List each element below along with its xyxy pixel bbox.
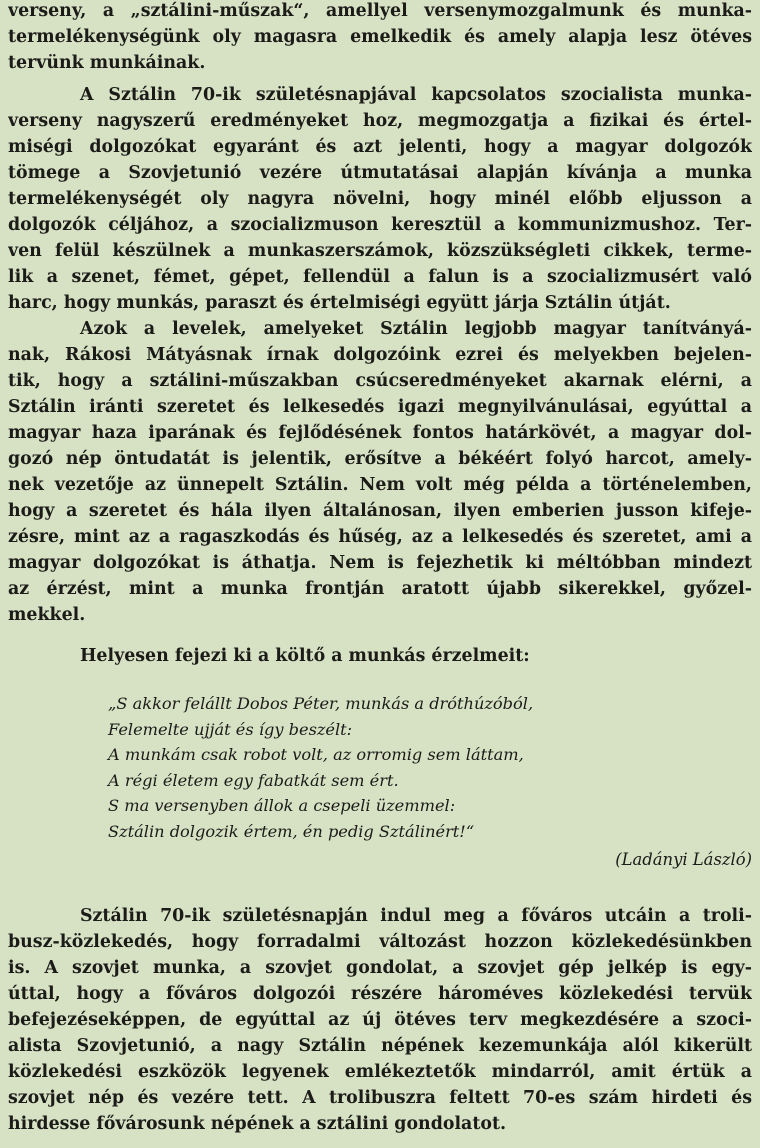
text-line: gozó nép öntudatát is jelentik, erősítve a békéért folyó harcot, amely- [8,449,752,469]
text-line: magyar dolgozókat is áthatja. Nem is fejezhetik ki méltóbban mindezt [8,553,752,573]
text-line: zésre, mint az a ragaszkodás és hűség, az a lelkesedés és szeretet, ami a [8,527,752,547]
text-line: úttal, hogy a főváros dolgozói részére hároméves közlekedési tervük [8,984,752,1004]
text-line: ven felül készülnek a munkaszerszámok, közszükségleti cikkek, terme- [8,241,752,261]
poem-quote [108,691,728,845]
text-line: Sztálin iránti szeretet és lelkesedés igazi megnyilvánulásai, egyúttal a [8,397,752,417]
text-line: Sztálin 70-ik születésnapján indul meg a főváros utcáin a troli- [80,906,752,926]
text-line: verseny, a „sztálini-műszak“, amellyel versenymozgalmunk és munka- [8,1,752,21]
poem-line: „S akkor felállt Dobos Péter, munkás a dróthúzóból, [108,694,534,713]
text-line: termelékenységét oly nagyra növelni, hogy minél előbb eljusson a [8,189,752,209]
text-line: mekkel. [8,605,86,625]
text-line: tik, hogy a sztálini-műszakban csúcseredményeket akarnak elérni, a [8,371,752,391]
text-line: nak, Rákosi Mátyásnak írnak dolgozóink ezrei és melyekben bejelen- [8,345,752,365]
text-line: hirdesse fővárosunk népének a sztálini gondolatot. [8,1114,507,1134]
text-line: alista Szovjetunió, a nagy Sztálin népének kezemunkája alól kikerült [8,1036,752,1056]
text-line: verseny nagyszerű eredményeket hoz, megmozgatja a fizikai és értel- [8,111,752,131]
text-line: tervünk munkáinak. [8,53,206,73]
text-line: közlekedési eszközök legyenek emlékeztetők mindarról, amit értük a [8,1062,752,1082]
text-line: dolgozók céljához, a szocializmuson keresztül a kommunizmushoz. Ter- [8,215,752,235]
text-line: is. A szovjet munka, a szovjet gondolat, a szovjet gép jelkép is egy- [8,958,752,978]
text-line: magyar haza iparának és fejlődésének fontos határkövét, a magyar dol- [8,423,752,443]
paragraph-3 [8,316,752,628]
text-line: termelékenységünk oly magasra emelkedik és amely alapja lesz ötéves [8,27,752,47]
text-line: tömege a Szovjetunió vezére útmutatásai alapján kívánja a munka [8,163,752,183]
poem-line: A régi életem egy fabatkát sem ért. [108,770,399,790]
text-line: Azok a levelek, amelyeket Sztálin legjobb magyar tanítványá- [80,319,752,339]
text-line: A Sztálin 70-ik születésnapjával kapcsolatos szocialista munka- [80,85,752,105]
text-line: busz-közlekedés, hogy forradalmi változást hozzon közlekedésünkben [8,932,752,952]
text-line: Helyesen fejezi ki a költő a munkás érzelmeit: [80,646,530,666]
text-line: miségi dolgozókat egyaránt és azt jelenti, hogy a magyar dolgozók [8,137,752,157]
paragraph-2 [8,82,752,316]
text-line: az érzést, mint a munka frontján aratott újabb sikerekkel, győzel- [8,579,752,599]
paragraph-4 [8,903,752,1137]
poem-author: (Ladányi László) [615,850,752,869]
text-line: szovjet nép és vezére tett. A trolibuszra feltett 70-es szám hirdeti és [8,1088,752,1108]
poem-line: S ma versenyben állok a csepeli üzemmel: [108,796,456,816]
text-line: befejezéseképpen, de egyúttal az új ötéves terv megkezdésére a szoci- [8,1010,752,1030]
poem-line: Sztálin dolgozik értem, én pedig Sztálinért!“ [108,821,475,841]
text-line: nek vezetője az ünnepelt Sztálin. Nem volt még példa a történelemben, [8,475,752,495]
text-line: lik a szenet, fémet, gépet, fellendül a falun is a szocializmusért való [8,267,752,287]
paragraph-1 [8,0,752,76]
poem-line: A munkám csak robot volt, az orromig sem láttam, [108,745,524,765]
text-line: hogy a szeretet és hála ilyen általánosan, ilyen emberien jusson kifeje- [8,501,752,521]
text-line: harc, hogy munkás, paraszt és értelmiségi együtt járja Sztálin útját. [8,293,671,313]
poem-intro [80,643,752,669]
poem-line: Felemelte ujját és így beszélt: [108,719,353,739]
